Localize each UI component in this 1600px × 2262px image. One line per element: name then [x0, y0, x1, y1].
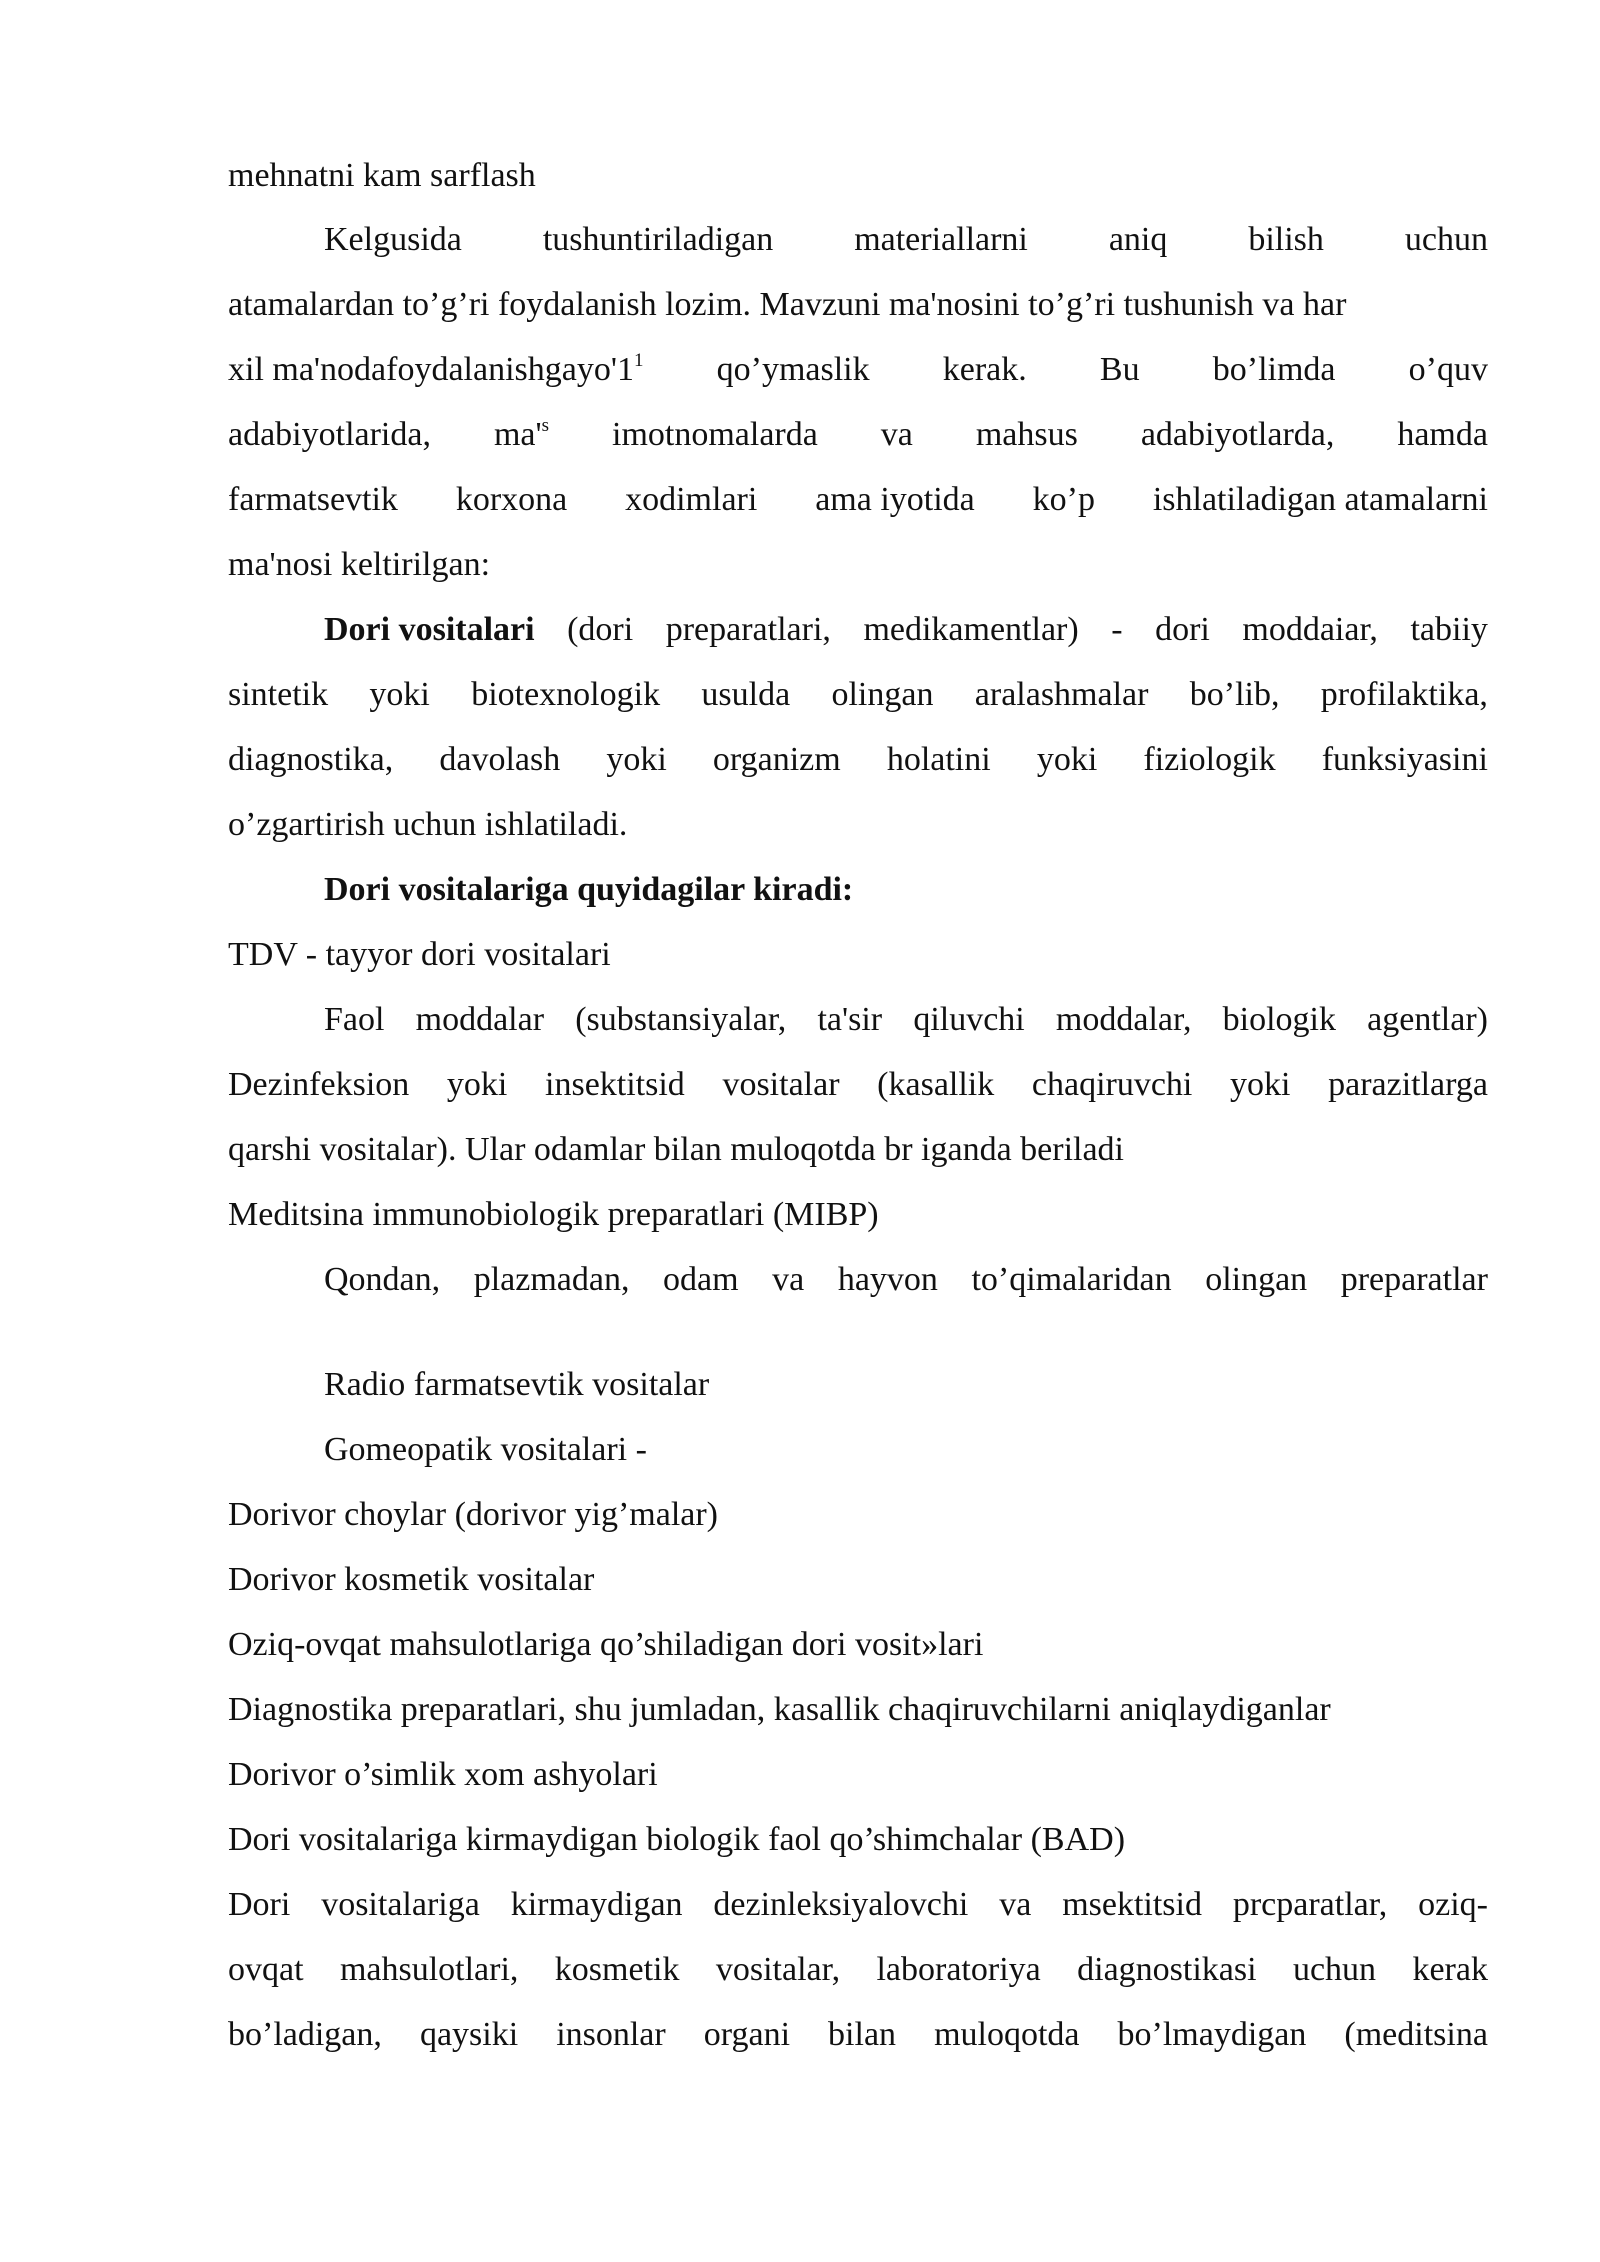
word: usulda	[701, 676, 791, 713]
word: organi	[703, 2016, 791, 2053]
word: tushuntiriladigan	[542, 221, 774, 258]
word: bo’limda	[1212, 351, 1336, 388]
word: xodimlari	[625, 481, 758, 518]
word: ama iyotida	[815, 481, 975, 518]
word: kirmaydigan	[510, 1886, 683, 1923]
word: agentlar)	[1367, 1001, 1488, 1038]
word: ovqat	[228, 1951, 304, 1988]
text-line: o’zgartirish uchun ishlatiladi.	[228, 806, 628, 843]
word: Dori	[228, 1886, 291, 1923]
word: (kasallik	[877, 1066, 995, 1103]
word: yoki	[1230, 1066, 1291, 1103]
paragraph-line	[228, 671, 1488, 719]
word: korxona	[455, 481, 568, 518]
word: farmatsevtik	[228, 481, 398, 518]
paragraph-line	[228, 1881, 1488, 1929]
word: insonlar	[556, 2016, 666, 2053]
word: moddalar	[415, 1001, 545, 1038]
word: hamda	[1397, 416, 1488, 453]
text-line: ma'nosi keltirilgan:	[228, 546, 491, 583]
text-fragment: xil $ma'nodafoydalanishgayo'1^1$	[228, 350, 644, 388]
section-heading: Dori vositalariga quyidagilar kiradi:	[324, 871, 854, 908]
word: Dezinfeksion	[228, 1066, 410, 1103]
text-line: atamalardan to’g’ri foydalanish lozim. Mavzuni ma'nosini to’g’ri tushunish va har	[228, 286, 1347, 323]
word: bo’lib,	[1189, 676, 1280, 713]
word: profilaktika,	[1320, 676, 1488, 713]
word: o’quv	[1408, 351, 1488, 388]
word: Qondan,	[324, 1261, 441, 1298]
list-item: Radio farmatsevtik vositalar	[324, 1366, 710, 1403]
word: bilan	[828, 2016, 897, 2053]
word: aralashmalar	[974, 676, 1149, 713]
word: tabiiy	[1410, 611, 1488, 648]
word: adabiyotlarda,	[1140, 416, 1335, 453]
text-fragment: $ma'^s$	[493, 415, 550, 453]
word: biotexnologik	[471, 676, 661, 713]
word: Faol	[324, 1001, 385, 1038]
paragraph-line	[228, 346, 1488, 394]
word: qiluvchi	[913, 1001, 1025, 1038]
word: plazmadan,	[473, 1261, 630, 1298]
word: mahsulotlari,	[339, 1951, 519, 1988]
word: yoki	[369, 676, 430, 713]
word: ishlatiladigan atamalarni	[1152, 481, 1488, 518]
word: moddaiar,	[1242, 611, 1378, 648]
word: oziq-	[1418, 1886, 1488, 1923]
paragraph-line	[228, 2011, 1488, 2059]
word: ta'sir	[817, 1001, 883, 1038]
word: vositalariga	[321, 1886, 480, 1923]
paragraph-line	[228, 1061, 1488, 1109]
list-item: Dorivor kosmetik vositalar	[228, 1561, 595, 1598]
paragraph-line	[228, 1946, 1488, 1994]
word: biologik	[1222, 1001, 1336, 1038]
paragraph-line	[228, 996, 1488, 1044]
word: kerak.	[942, 351, 1027, 388]
word: prcparatlar,	[1232, 1886, 1388, 1923]
word: qo’ymaslik	[716, 351, 870, 388]
word: sintetik	[228, 676, 329, 713]
word: aniq	[1108, 221, 1168, 258]
word: olingan	[1205, 1261, 1308, 1298]
paragraph-line	[228, 216, 1488, 264]
word: bilish	[1248, 221, 1324, 258]
paragraph-line	[228, 411, 1488, 459]
word: ko’p	[1032, 481, 1095, 518]
word: preparatlar	[1340, 1261, 1488, 1298]
word: to’qimalaridan	[971, 1261, 1172, 1298]
paragraph-line	[228, 1256, 1488, 1304]
word: -	[1111, 611, 1123, 648]
list-item: Dori vositalariga kirmaydigan biologik faol qo’shimchalar (BAD)	[228, 1821, 1126, 1858]
word: va	[880, 416, 913, 453]
word: msektitsid	[1062, 1886, 1202, 1923]
text-line: mehnatni kam sarflash	[228, 157, 536, 194]
paragraph-line	[228, 736, 1488, 784]
list-item: Dorivor o’simlik xom ashyolari	[228, 1756, 658, 1793]
word: bo’lmaydigan	[1117, 2016, 1307, 2053]
word: va	[772, 1261, 805, 1298]
word: olingan	[831, 676, 934, 713]
word: preparatlari,	[665, 611, 831, 648]
word: dori	[1155, 611, 1210, 648]
word: mahsus	[975, 416, 1078, 453]
word: (meditsina	[1344, 2016, 1488, 2053]
word: kosmetik	[554, 1951, 680, 1988]
word: yoki	[606, 741, 667, 778]
word: kerak	[1412, 1951, 1488, 1988]
word: parazitlarga	[1328, 1066, 1488, 1103]
list-item: Dorivor choylar (dorivor yig’malar)	[228, 1496, 718, 1533]
word: muloqotda	[934, 2016, 1080, 2053]
word: davolash	[439, 741, 561, 778]
word: laboratoriya	[876, 1951, 1041, 1988]
paragraph-line	[228, 606, 1488, 654]
word: fiziologik	[1143, 741, 1276, 778]
word: va	[999, 1886, 1032, 1923]
word: organizm	[712, 741, 841, 778]
word: holatini	[886, 741, 991, 778]
word: materiallarni	[854, 221, 1028, 258]
list-item: Diagnostika preparatlari, shu jumladan, kasallik chaqiruvchilarni aniqlaydiganlar	[228, 1691, 1331, 1728]
term-bold: Dori vositalari	[324, 611, 535, 648]
word: vositalar,	[715, 1951, 841, 1988]
word: yoki	[1036, 741, 1098, 778]
list-item: Gomeopatik vositalari -	[324, 1431, 647, 1468]
list-item: Meditsina immunobiologik preparatlari (MIBP)	[228, 1196, 879, 1233]
word: (dori	[567, 611, 634, 648]
word: uchun	[1292, 1951, 1377, 1988]
word: medikamentlar)	[863, 611, 1079, 648]
word: insektitsid	[545, 1066, 685, 1103]
word: vositalar	[722, 1066, 840, 1103]
word: chaqiruvchi	[1031, 1066, 1193, 1103]
word: funksiyasini	[1321, 741, 1488, 778]
word: uchun	[1404, 221, 1488, 258]
word: (substansiyalar,	[575, 1001, 787, 1038]
word: hayvon	[837, 1261, 938, 1298]
paragraph-line	[228, 476, 1488, 524]
word: diagnostika,	[228, 741, 394, 778]
word: Bu	[1099, 351, 1140, 388]
word: bo’ladigan,	[228, 2016, 382, 2053]
list-item: TDV - tayyor dori vositalari	[228, 936, 611, 973]
word: diagnostikasi	[1077, 1951, 1257, 1988]
word: yoki	[446, 1066, 508, 1103]
word: qaysiki	[419, 2016, 519, 2053]
word: moddalar,	[1055, 1001, 1192, 1038]
word: imotnomalarda	[612, 416, 818, 453]
word: dezinleksiyalovchi	[713, 1886, 969, 1923]
list-item: Oziq-ovqat mahsulotlariga qo’shiladigan dori vosit»lari	[228, 1626, 984, 1663]
word: odam	[663, 1261, 739, 1298]
word: Kelgusida	[324, 221, 462, 258]
text-fragment: adabiyotlarida,	[228, 416, 431, 453]
text-line: qarshi vositalar). Ular odamlar bilan muloqotda br iganda beriladi	[228, 1131, 1125, 1168]
